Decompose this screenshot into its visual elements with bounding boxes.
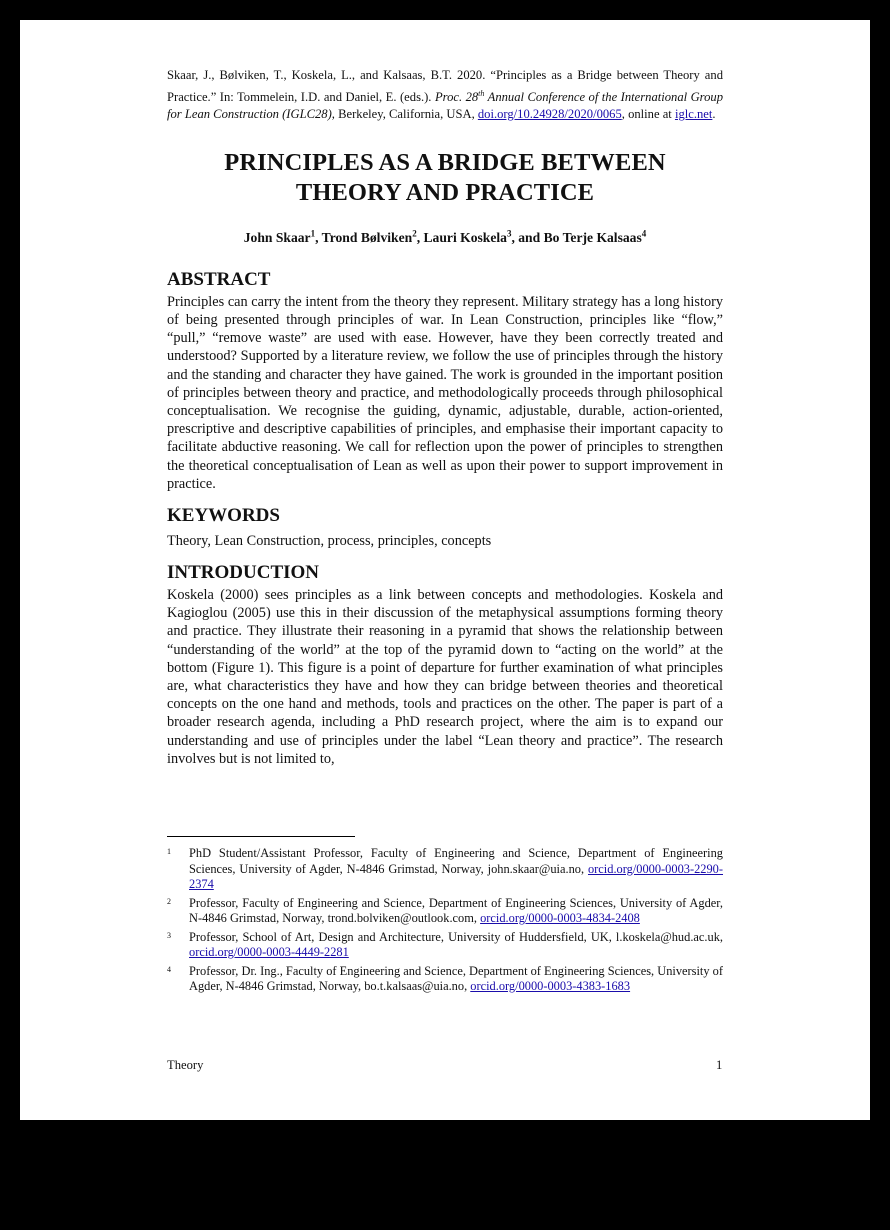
orcid-link[interactable]: orcid.org/0000-0003-4449-2281 xyxy=(189,945,349,959)
paper-title: PRINCIPLES AS A BRIDGE BETWEEN THEORY AND PRACTICE xyxy=(224,148,666,206)
citation-online: , online at xyxy=(621,107,675,122)
footnote: 3 Professor, School of Art, Design and Architecture, University of Huddersfield, UK, l.koskela@hud.ac.uk, orcid.org/0000-0003-4449-2281 xyxy=(167,929,723,959)
iglc-link[interactable]: iglc.net xyxy=(674,107,713,122)
footnote-divider xyxy=(167,836,355,837)
author: Lauri Koskela$^3$ xyxy=(423,228,512,245)
doi-link[interactable]: doi.org/10.24928/2020/0065 xyxy=(477,107,622,122)
abstract-section xyxy=(167,269,723,493)
orcid-link[interactable]: orcid.org/0000-0003-4383-1683 xyxy=(470,979,631,993)
document-page xyxy=(20,20,870,1120)
orcid-link[interactable]: orcid.org/0000-0003-2290-2374 xyxy=(189,861,723,891)
author: Bo Terje Kalsaas$^4$ xyxy=(543,228,647,245)
page-number: 1 xyxy=(716,1058,723,1072)
footnotes xyxy=(167,846,723,998)
proceedings-name: Proc. 28th Annual Conference of the International Group for Lean Construction (IGLC28), xyxy=(167,88,724,122)
footnote: 1 PhD Student/Assistant Professor, Faculty of Engineering and Science, Department of Engineering Sciences, University of Agder, N-4846 Grimstad, Norway, john.skaar@uia.no, orcid.org/0000-0003-2290-2374 xyxy=(167,846,723,891)
citation-text: Skaar, J., Bølviken, T., Koskela, L., and Kalsaas, B.T. 2020. “Principles as a Bridge between Theory and Practice.” In: Tommelein, I.D. and Daniel, E. (eds.). xyxy=(167,68,723,104)
introduction-text: Koskela (2000) sees principles as a link between concepts and methodologies. Koskela and Kagioglou (2005) use this in their discussion of the metaphysical assumptions forming theory and practice. They illustrate their reasoning in a pyramid that shows the relationship between “understanding of the world” at the top of the pyramid down to “acting on the world” at the bottom (Figure 1). This figure is a point of departure for further examination of what principles are, what characteristics they have and how they can bridge between theories and theoretical concepts on the one hand and methods, tools and practices on the other. The paper is part of a broader research agenda, including a PhD research project, where the aim is to expand our understanding and use of principles under the label “Lean theory and practice”. The research involves but is not limited to, xyxy=(167,586,723,767)
introduction-heading: INTRODUCTION xyxy=(167,561,320,583)
page-content xyxy=(167,67,723,768)
author: Trond Bølviken$^2$ xyxy=(321,228,417,245)
footnote: 4 Professor, Dr. Ing., Faculty of Engineering and Science, Department of Engineering Sciences, University of Agder, N-4846 Grimstad, Norway, bo.t.kalsaas@uia.no, orcid.org/0000-0003-4383-1683 xyxy=(167,963,723,993)
author-list: John Skaar$^1$, Trond Bølviken$^2$, Lauri Koskela$^3$, and Bo Terje Kalsaas$^4$ xyxy=(243,228,647,245)
orcid-link[interactable]: orcid.org/0000-0003-4834-2408 xyxy=(480,911,640,925)
footnote: 2 Professor, Faculty of Engineering and Science, Department of Engineering Sciences, University of Agder, N-4846 Grimstad, Norway, trond.bolviken@outlook.com, orcid.org/0000-0003-4834-2408 xyxy=(167,895,723,925)
introduction-section xyxy=(167,562,723,768)
citation-location: Berkeley, California, USA, xyxy=(334,107,478,122)
footer-section-label: Theory xyxy=(167,1058,204,1072)
keywords-text: Theory, Lean Construction, process, principles, concepts xyxy=(167,532,492,549)
keywords-section xyxy=(167,505,723,550)
abstract-heading: ABSTRACT xyxy=(167,268,271,290)
citation-block: Skaar, J., Bølviken, T., Koskela, L., and Kalsaas, B.T. 2020. “Principles as a Bridge between Theory and Practice.” In: Tommelein, I.D. and Daniel, E. (eds.). Proc. 28th Annual Conference of the International Group for Lean Construction (IGLC28), Berkeley, California, USA, doi.org/10.24928/2020/0065, online at iglc.net. xyxy=(167,68,724,122)
abstract-text: Principles can carry the intent from the theory they represent. Military strategy has a long history of being presented through principles of war. In Lean Construction, principles like “flow,” “pull,” “remove waste” are used with ease. However, have they been correctly treated and understood? Supported by a literature review, we follow the use of principles through the history and the standing and character they have gained. The work is grounded in the important position of principles between theory and practice, and methodologically proceeds through philosophical conceptualisation. We recognise the guiding, dynamic, adjustable, durable, action-oriented, prescriptive and descriptive capabilities of principles, and emphasise their important capacity to facilitate abductive reasoning. We call for reflection upon the power of principles to strengthen the theoretical conceptualisation of Lean as well as upon their power to support improvement in practice. xyxy=(167,293,723,492)
author: John Skaar$^1$ xyxy=(243,228,316,245)
keywords-heading: KEYWORDS xyxy=(167,504,280,526)
